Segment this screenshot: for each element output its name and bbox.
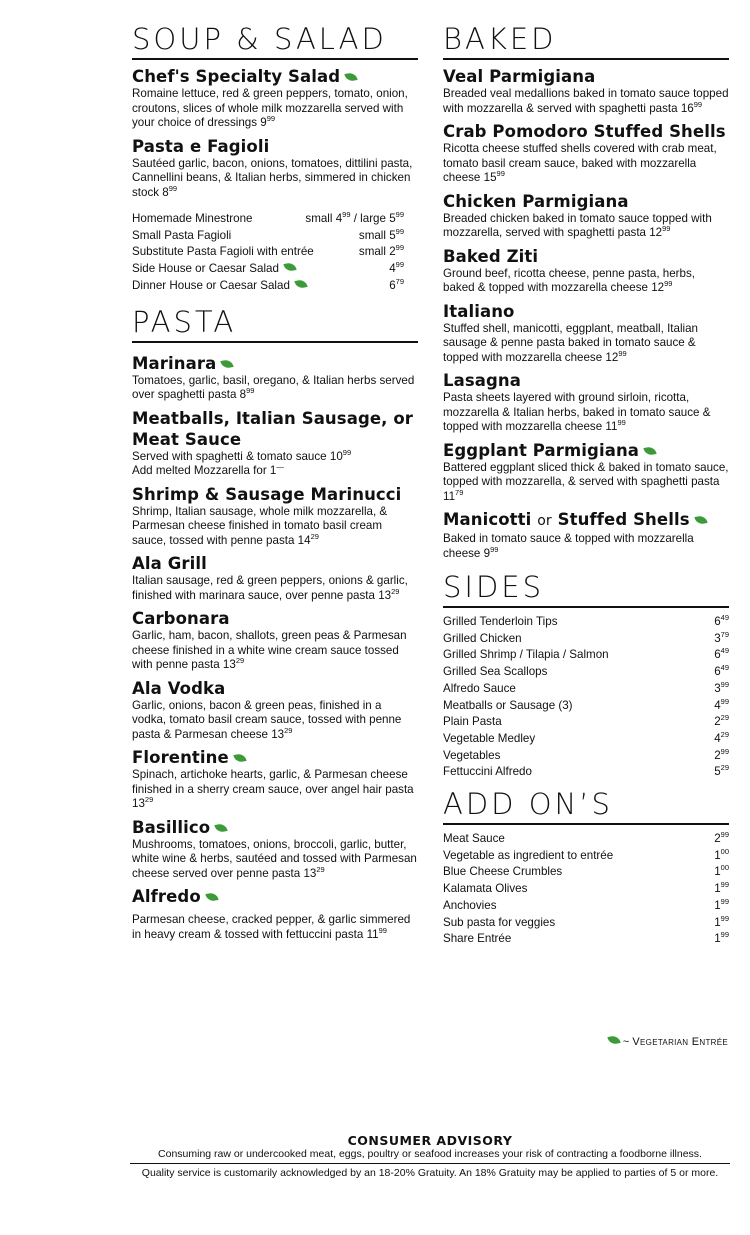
row-price: $1^{99}$ (714, 930, 729, 946)
menu-item (132, 353, 418, 403)
item-name: Alfredo (132, 886, 418, 907)
row-price: $4^{99}$ (714, 696, 729, 712)
item-name: Shrimp & Sausage Marinucci (132, 484, 402, 504)
left-column (132, 22, 418, 947)
item-description: Garlic, onions, bacon & green peas, finished in a vodka, tomato basil cream sauce, tossed with penne pasta & Parmesan cheese $13^{29}$ (132, 698, 402, 741)
item-price: $12^{99}$ (649, 224, 671, 239)
item-name: Florentine (132, 747, 418, 768)
row-label: Meatballs or Sausage (3) (443, 698, 573, 712)
section-title-soup-salad: SOUP & SALAD (132, 22, 418, 60)
consumer-advisory (130, 1133, 730, 1181)
leaf-icon (205, 892, 218, 902)
price-row (443, 898, 729, 915)
price-row (443, 681, 729, 698)
item-price: $9^{99}$ (260, 114, 276, 129)
row-label: Anchovies (443, 898, 497, 912)
item-description: Stuffed shell, manicotti, eggplant, meatball, Italian sausage & penne pasta baked in tomato sauce & topped with mozzarella cheese $12^{99}$ (443, 321, 699, 364)
price-row (443, 748, 729, 765)
item-name: Baked Ziti (443, 246, 539, 266)
vegetarian-legend: ~ Vegetarian Entrée (603, 1036, 728, 1048)
price-row (443, 864, 729, 881)
row-price: $5^{29}$ (714, 763, 729, 779)
item-description: Romaine lettuce, red & green peppers, tomato, onion, croutons, slices of whole milk mozzarella served with your choice of dressings $9^{99}$ (132, 87, 408, 129)
row-label: Fettuccini Alfredo (443, 765, 532, 779)
price-row (443, 764, 729, 781)
price-row (443, 698, 729, 715)
menu-item (443, 440, 729, 505)
row-label: Vegetables (443, 748, 501, 762)
item-price: $15^{99}$ (483, 169, 505, 184)
item-description: Breaded chicken baked in tomato sauce topped with mozzarella, served with spaghetti pasta $12^{99}$ (443, 211, 712, 239)
price-row (443, 631, 729, 648)
advisory-title: CONSUMER ADVISORY (347, 1133, 513, 1148)
item-description: Served with spaghetti & tomato sauce $10^{99}$ Add melted Mozzarella for 1— (132, 447, 352, 478)
item-price: $12^{99}$ (651, 279, 673, 294)
item-price: $11^{99}$ (366, 925, 387, 941)
item-name: Lasagna (443, 371, 521, 390)
item-price: $11^{79}$ (443, 487, 464, 503)
price-row (443, 731, 729, 748)
price-row (443, 831, 729, 848)
menu-item (132, 484, 418, 549)
item-description: Spinach, artichoke hearts, garlic, & Parmesan cheese finished in a sherry cream sauce, over angel hair pasta $13^{29}$ (132, 768, 414, 811)
item-name: Italiano (443, 301, 515, 321)
sides-list (443, 614, 729, 781)
row-label: Alfredo Sauce (443, 681, 516, 695)
price-row (443, 881, 729, 898)
item-price: $10^{99}$ (329, 447, 352, 463)
row-label: Vegetable Medley (443, 731, 536, 745)
item-name: Marinara (132, 353, 418, 374)
item-price: $12^{99}$ (605, 348, 627, 364)
item-description: Breaded veal medallions baked in tomato sauce topped with mozzarella & served with spaghetti pasta $16^{99}$ (443, 87, 729, 115)
row-price: $3^{79}$ (714, 629, 729, 645)
menu-item (132, 408, 418, 479)
section-title-baked: BAKED (443, 22, 729, 60)
row-price: $2^{99}$ (714, 746, 729, 762)
row-label: Grilled Shrimp / Tilapia / Salmon (443, 648, 609, 662)
menu-item (132, 136, 418, 201)
item-price: $8^{99}$ (162, 183, 178, 199)
leaf-icon (643, 446, 656, 456)
item-price: $11^{99}$ (605, 418, 626, 433)
price-row (443, 614, 729, 631)
menu-item (443, 246, 729, 296)
item-name: Meatballs, Italian Sausage, or Meat Sauce (132, 408, 414, 449)
leaf-icon (607, 1035, 620, 1045)
item-name: Chef's Specialty Salad (132, 66, 418, 87)
row-label: Grilled Sea Scallops (443, 665, 548, 679)
leaf-icon (221, 359, 234, 369)
item-description: Italian sausage, red & green peppers, onions & garlic, finished with marinara sauce, over penne pasta $13^{29}$ (132, 574, 408, 602)
item-price: $13^{29}$ (303, 864, 325, 880)
row-price: $1^{00}$ (714, 863, 729, 879)
menu-item (132, 608, 418, 673)
price-row: Small Pasta Fagioli small $5^{99}$ (132, 226, 404, 242)
menu-item (132, 817, 418, 882)
item-name: Carbonara (132, 609, 230, 629)
item-name: Crab Pomodoro Stuffed Shells (443, 122, 726, 141)
row-price: $4^{29}$ (714, 729, 729, 745)
item-price: $16^{99}$ (680, 99, 703, 115)
row-label: Grilled Tenderloin Tips (443, 615, 558, 628)
item-description: Garlic, ham, bacon, shallots, green peas & Parmesan cheese finished in a white wine cream sauce tossed with penne pasta $13^{29}$ (132, 629, 407, 672)
price-row: Homemade Minestrone small $4^{99}$ / large $5^{99}$ (132, 210, 404, 225)
row-label: Sub pasta for veggies (443, 915, 556, 929)
price-row (443, 664, 729, 681)
item-description: Baked in tomato sauce & topped with mozzarella cheese $9^{99}$ (443, 532, 694, 560)
row-label: Plain Pasta (443, 715, 502, 729)
row-price: $2^{99}$ (714, 830, 729, 846)
menu-item (443, 301, 729, 366)
menu-item (132, 678, 418, 743)
menu-item (132, 553, 418, 603)
price-row (443, 931, 729, 948)
menu-item (443, 121, 729, 186)
leaf-icon (233, 753, 246, 763)
item-price: $13^{29}$ (271, 725, 293, 741)
row-label: Meat Sauce (443, 832, 505, 846)
menu-item (443, 370, 729, 435)
item-name: Ala Vodka (132, 678, 226, 698)
item-description: Sautéed garlic, bacon, onions, tomatoes, dittilini pasta, Cannellini beans, & Italian herbs, simmered in chicken stock $8^{99}$ (132, 156, 413, 199)
menu-item (443, 191, 729, 241)
section-title-pasta: PASTA (132, 305, 418, 343)
section-title-sides: SIDES (443, 570, 729, 608)
item-name: Eggplant Parmigiana (443, 440, 729, 461)
leaf-icon (283, 262, 296, 272)
row-label: Vegetable as ingredient to entrée (443, 848, 614, 862)
item-name: Manicotti or Stuffed Shells (443, 509, 729, 532)
row-price: $6^{49}$ (714, 663, 729, 679)
price-row: Side House or Caesar Salad $4^{99}$ (132, 260, 404, 276)
item-name: Ala Grill (132, 554, 207, 574)
row-price: $3^{99}$ (714, 679, 729, 695)
item-description: Shrimp, Italian sausage, whole milk mozzarella, & Parmesan cheese finished in tomato basil cream sauce, tossed with penne pasta $14^{29}$ (132, 504, 388, 547)
item-price: $13^{29}$ (222, 656, 245, 672)
price-row (443, 848, 729, 865)
item-price: $13^{29}$ (378, 586, 400, 602)
row-price: $1^{99}$ (714, 880, 729, 896)
menu-item (443, 66, 729, 116)
row-price: $6^{49}$ (714, 646, 729, 662)
item-description: Mushrooms, tomatoes, onions, broccoli, garlic, butter, white wine & herbs, sautéed and tossed with Parmesan cheese served over penne pasta $13^{29}$ (132, 837, 417, 880)
row-label: Blue Cheese Crumbles (443, 865, 563, 879)
item-price: $13^{29}$ (132, 795, 154, 811)
row-label: Kalamata Olives (443, 882, 528, 896)
item-description: Tomatoes, garlic, basil, oregano, & Italian herbs served over spaghetti pasta $8^{99}$ (132, 373, 415, 402)
row-label: Grilled Chicken (443, 631, 522, 645)
advisory-text: Consuming raw or undercooked meat, eggs, poultry or seafood increases your risk of contracting a foodborne illness. (130, 1148, 730, 1164)
soup-salad-price-list (132, 211, 418, 295)
leaf-icon (215, 823, 228, 833)
row-label: Share Entrée (443, 932, 512, 946)
item-description: Parmesan cheese, cracked pepper, & garlic simmered in heavy cream & tossed with fettuccini pasta $11^{99}$ (132, 913, 411, 941)
item-name: Basillico (132, 817, 418, 838)
right-column (443, 22, 729, 948)
item-name: Chicken Parmigiana (443, 191, 629, 211)
row-price: $6^{49}$ (714, 613, 729, 628)
menu-item (132, 66, 418, 131)
row-price: $1^{99}$ (714, 913, 729, 929)
item-description: Ricotta cheese stuffed shells covered with crab meat, tomato basil cream sauce, baked with mozzarella cheese $15^{99}$ (443, 142, 717, 184)
row-price: $1^{00}$ (714, 846, 729, 862)
menu-item (132, 886, 418, 942)
addons-list (443, 831, 729, 948)
item-description: Pasta sheets layered with ground sirloin, ricotta, mozzarella & Italian herbs, baked in tomato sauce & topped with mozzarella cheese $11^{99}$ (443, 391, 711, 433)
item-description: Battered eggplant sliced thick & baked in tomato sauce, topped with mozzarella, & served with spaghetti pasta $11^{79}$ (443, 460, 729, 503)
price-row: Dinner House or Caesar Salad $6^{79}$ (132, 276, 404, 292)
leaf-icon (294, 279, 307, 289)
price-row (443, 915, 729, 932)
menu-item (132, 747, 418, 812)
menu-item (443, 509, 729, 561)
item-name: Pasta e Fagioli (132, 136, 270, 156)
item-price: $9^{99}$ (483, 544, 499, 560)
item-price: $14^{29}$ (297, 531, 319, 547)
item-description: Ground beef, ricotta cheese, penne pasta, herbs, baked & topped with mozzarella cheese $12^{99}$ (443, 266, 696, 294)
leaf-icon (694, 515, 707, 525)
price-row (443, 647, 729, 664)
row-price: $2^{29}$ (714, 713, 729, 729)
price-row (443, 714, 729, 731)
item-name: Veal Parmigiana (443, 67, 596, 86)
row-price: $1^{99}$ (714, 896, 729, 912)
price-row: Substitute Pasta Fagioli with entrée small $2^{99}$ (132, 243, 404, 259)
gratuity-note: Quality service is customarily acknowledged by an 18-20% Gratuity. An 18% Gratuity may be applied to parties of 5 or more. (141, 1167, 719, 1179)
leaf-icon (345, 72, 358, 82)
item-price: $8^{99}$ (239, 386, 255, 402)
section-title-addons: ADD ON’S (443, 787, 729, 825)
